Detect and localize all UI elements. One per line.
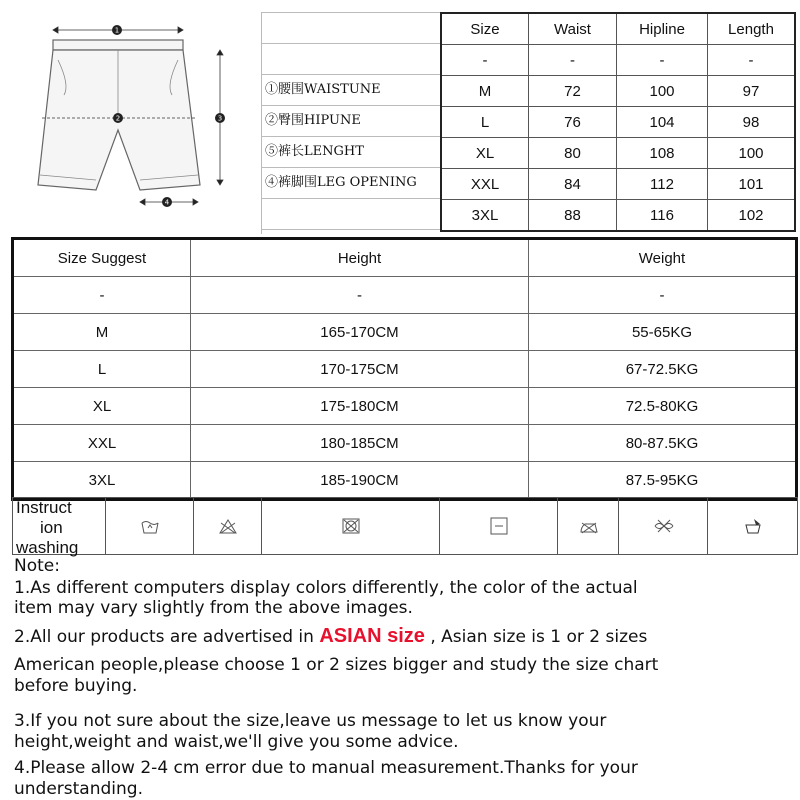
header-size-suggest: Size Suggest [13, 239, 191, 277]
size-measurement-table [440, 12, 796, 232]
header-size: Size [441, 13, 529, 45]
note-2-line-3: before buying. [14, 676, 138, 696]
washing-instructions [12, 497, 798, 555]
label-hip: ②臀围HIPUNE [262, 106, 442, 137]
note-4-line-1: 4.Please allow 2-4 cm error due to manual measurement.Thanks for your [14, 758, 638, 778]
marker-3-label: 3 [217, 114, 223, 123]
hand-wash-icon [105, 498, 194, 554]
no-bleach-icon [193, 498, 262, 554]
table-row: M 165-170CM 55-65KG [13, 314, 797, 351]
asian-size-highlight: ASIAN size [319, 625, 425, 647]
note-2-line-1: 2.All our products are advertised in ASIAN size , Asian size is 1 or 2 sizes [14, 625, 648, 647]
label-waist: ①腰围WAISTUNE [262, 75, 442, 106]
marker-4-label: 4 [164, 198, 170, 207]
table-row: XXL 84 112 101 [441, 169, 795, 200]
note-3-line-1: 3.If you not sure about the size,leave us message to let us know your [14, 711, 607, 731]
measurement-labels [261, 12, 442, 234]
header-length: Length [708, 13, 796, 45]
table-row: XL 80 108 100 [441, 138, 795, 169]
size-suggest-table [11, 237, 798, 501]
header-height: Height [191, 239, 529, 277]
size-chart-top [0, 0, 800, 235]
note-2-line-2: American people,please choose 1 or 2 sizes bigger and study the size chart [14, 655, 659, 675]
line-dry-icon [439, 498, 558, 554]
shorts-diagram [0, 0, 262, 233]
table-header-row [441, 13, 795, 45]
label-leg-opening: ④裤脚围LEG OPENING [262, 168, 442, 199]
table-row: L 170-175CM 67-72.5KG [13, 351, 797, 388]
note-3-line-2: height,weight and waist,we'll give you some advice. [14, 732, 459, 752]
note-1-line-2: item may vary slightly from the above images. [14, 598, 413, 618]
label-length: ⑤裤长LENGHT [262, 137, 442, 168]
marker-2-label: 2 [115, 114, 121, 123]
note-1-line-1: 1.As different computers display colors differently, the color of the actual [14, 578, 638, 598]
table-header-row [13, 239, 797, 277]
no-dry-clean-icon [618, 498, 708, 554]
table-row: 3XL 185-190CM 87.5-95KG [13, 462, 797, 500]
table-row: XL 175-180CM 72.5-80KG [13, 388, 797, 425]
table-row: - - - - [441, 45, 795, 76]
no-tumble-dry-icon [261, 498, 440, 554]
table-row: XXL 180-185CM 80-87.5KG [13, 425, 797, 462]
header-waist: Waist [529, 13, 617, 45]
table-row: L 76 104 98 [441, 107, 795, 138]
table-row: 3XL 88 116 102 [441, 200, 795, 232]
header-weight: Weight [529, 239, 797, 277]
table-row: M 72 100 97 [441, 76, 795, 107]
washing-title: Instruct ion washing [16, 498, 79, 557]
marker-1-label: 1 [114, 26, 120, 35]
notes-heading: Note: [14, 556, 60, 576]
table-row: - - - [13, 277, 797, 314]
note-4-line-2: understanding. [14, 779, 143, 799]
iron-low-icon [557, 498, 619, 554]
header-hipline: Hipline [617, 13, 708, 45]
no-wring-icon [707, 498, 798, 554]
